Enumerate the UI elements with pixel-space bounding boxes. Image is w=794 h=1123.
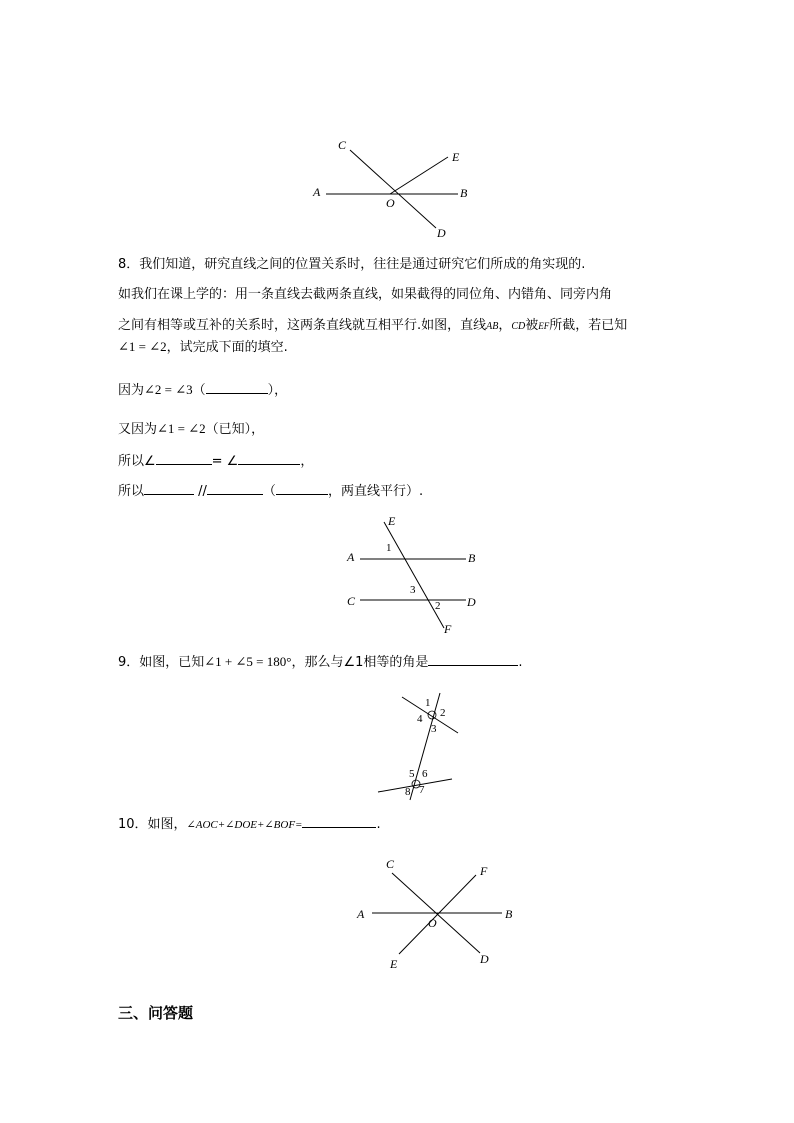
q8-step-3-blank-1[interactable]: [156, 452, 212, 465]
fig3-label-7: 7: [419, 784, 425, 796]
q8-line-ef: EF: [538, 321, 550, 331]
line-ef-fig4: [399, 875, 476, 954]
fig3-label-3: 3: [431, 723, 437, 735]
q8-step-1-eq: ∠2 = ∠3: [144, 382, 193, 397]
fig3-label-2: 2: [440, 707, 446, 719]
fig3-label-4: 4: [417, 713, 423, 725]
fig1-label-e: E: [452, 150, 460, 164]
fig4-label-f: F: [480, 864, 488, 878]
figure-4: [355, 855, 520, 970]
q8-step-2-tail: （已知），: [205, 422, 265, 437]
q10-blank[interactable]: [302, 815, 376, 828]
fig1-label-c: C: [338, 138, 347, 152]
q9-line: [118, 653, 523, 672]
fig3-label-6: 6: [422, 768, 428, 780]
q8-step-1-open: （: [192, 383, 206, 398]
q8-step-4: [118, 482, 423, 501]
q8-step-4-prefix: 所以: [118, 484, 145, 499]
fig4-label-a: A: [357, 907, 365, 921]
q8-step-3-mid: = ∠: [211, 454, 239, 469]
line-cd: [350, 150, 436, 228]
q9-blank[interactable]: [428, 653, 518, 666]
q8-step-4-blank-3[interactable]: [276, 482, 328, 495]
q9-prefix: 9．如图，已知: [118, 655, 205, 670]
fig2-label-3: 3: [410, 584, 416, 596]
q10-prefix: 10．如图，: [118, 817, 187, 832]
q9-end: .: [518, 655, 523, 670]
fig2-label-f: F: [444, 622, 452, 636]
q8-step-3-blank-2[interactable]: [238, 452, 300, 465]
fig2-label-a: A: [347, 550, 355, 564]
q8-given-tail: ，试完成下面的填空.: [166, 340, 288, 355]
q10-line: [118, 815, 381, 834]
q8-step-4-open: （: [262, 484, 276, 499]
q8-given-line: [118, 338, 288, 357]
q10-end: .: [376, 817, 381, 832]
fig3-label-5: 5: [409, 768, 415, 780]
q8-step-1-prefix: 因为: [118, 383, 145, 398]
q9-eq: ∠1 + ∠5 = 180°: [204, 654, 292, 669]
fig1-label-a: A: [313, 185, 321, 199]
q8-intro-line-2: 如我们在课上学的：用一条直线去截两条直线，如果截得的同位角、内错角、同旁内角: [118, 287, 613, 302]
section-3-title: 三、问答题: [118, 1004, 194, 1022]
fig4-label-c: C: [386, 857, 395, 871]
q8-line-ab: AB: [486, 321, 499, 332]
fig2-label-1: 1: [386, 542, 392, 554]
line-ef-fig2: [384, 522, 444, 628]
fig2-label-e: E: [388, 514, 396, 528]
q10-expr: ∠AOC+∠DOE+∠BOF=: [186, 819, 303, 831]
q8-intro-line-1: 8．我们知道，研究直线之间的位置关系时，往往是通过研究它们所成的角实现的.: [118, 257, 586, 272]
q8-intro-line-3-a: 之间有相等或互补的关系时，这两条直线就互相平行.如图，直线: [118, 318, 487, 333]
fig3-label-1: 1: [425, 697, 431, 709]
q8-step-3-tail: ，: [300, 454, 314, 469]
fig4-label-b: B: [505, 907, 513, 921]
fig3-label-8: 8: [405, 786, 411, 798]
q8-step-3: [118, 452, 313, 471]
fig2-label-c: C: [347, 594, 356, 608]
fig4-label-o: O: [428, 916, 437, 930]
q8-step-4-tail: ，两直线平行）.: [327, 484, 424, 499]
fig2-label-d: D: [467, 595, 476, 609]
q8-step-4-blank-1[interactable]: [144, 482, 194, 495]
q8-step-4-parallel: //: [198, 484, 207, 499]
figure-1: [300, 130, 500, 245]
fig2-label-2: 2: [435, 600, 441, 612]
q8-intro-line-3: [118, 317, 627, 336]
figure-2: [340, 510, 490, 640]
q8-sep: ，: [498, 318, 512, 333]
q8-line-cd: CD: [511, 321, 526, 332]
q8-intro-line-3-c: 所截，若已知: [549, 318, 628, 333]
q8-given-eq: ∠1 = ∠2: [118, 339, 167, 354]
q8-step-1-blank[interactable]: [206, 381, 268, 394]
q8-step-4-blank-2[interactable]: [207, 482, 263, 495]
q8-step-3-prefix: 所以∠: [118, 454, 156, 469]
q8-step-2-prefix: 又因为: [118, 422, 158, 437]
fig2-label-b: B: [468, 551, 476, 565]
fig1-label-o: O: [386, 196, 395, 210]
fig1-label-b: B: [460, 186, 468, 200]
fig4-label-e: E: [390, 957, 398, 971]
line-oe: [390, 157, 448, 194]
fig4-label-d: D: [480, 952, 489, 966]
q8-intro-line-3-b: 被: [525, 318, 539, 333]
fig1-label-d: D: [437, 226, 446, 240]
q8-step-1-close: ），: [267, 383, 288, 398]
q8-step-1: [118, 381, 287, 400]
q8-step-2-eq: ∠1 = ∠2: [157, 421, 206, 436]
q9-tail: ，那么与∠1相等的角是: [291, 655, 429, 670]
q8-step-2: [118, 420, 264, 439]
